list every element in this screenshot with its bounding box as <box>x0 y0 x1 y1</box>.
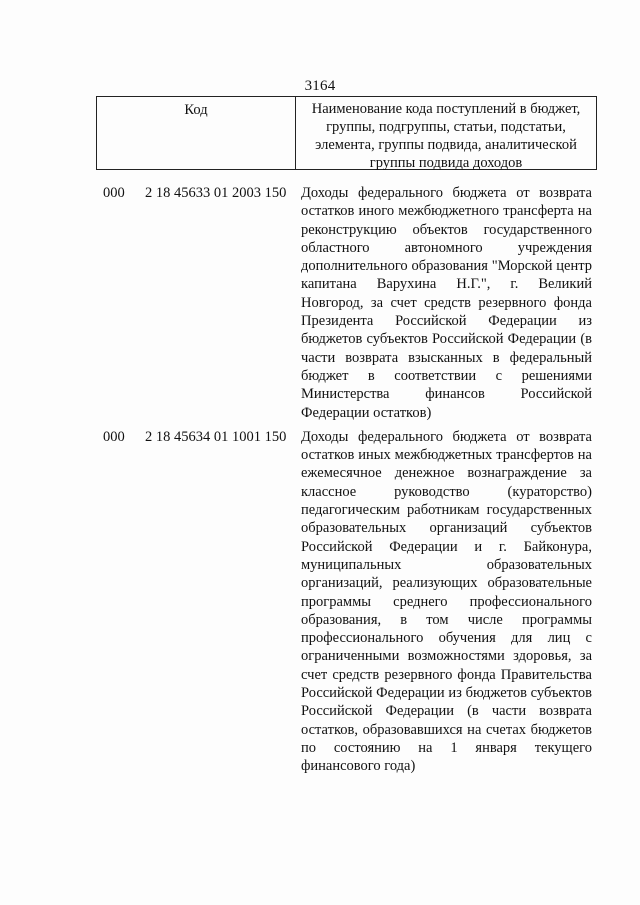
table-row <box>103 184 598 422</box>
revenue-description: Доходы федерального бюджета от возврата остатков иных межбюджетных трансфертов на ежемесячное денежное вознаграждение за классное руководство (кураторство) педагогическим работникам государственных образовательных организаций субъектов Российской Федерации и г. Байконура, муниципальных образовательных организаций, реализующих образовательные программы среднего профессионального образования, в том числе программы профессионального обучения для лиц с ограниченными возможностями здоровья, за счет средств резервного фонда Правительства Российской Федерации из бюджетов субъектов Российской Федерации (в части возврата остатков, образовавшихся на счетах бюджетов по состоянию на 1 января текущего финансового года) <box>301 428 592 775</box>
revenue-code: 2 18 45634 01 1001 150 <box>145 428 287 445</box>
table-header <box>96 96 597 170</box>
header-name-cell: Наименование кода поступлений в бюджет, группы, подгруппы, статьи, подстатьи, элемента, группы подвида, аналитической группы подвида доходов <box>311 101 581 171</box>
header-code-cell: Код <box>97 97 296 169</box>
admin-code: 000 <box>103 428 125 445</box>
table-row <box>103 428 598 776</box>
page-number: 3164 <box>304 78 336 94</box>
revenue-description: Доходы федерального бюджета от возврата остатков иного межбюджетного трансферта на реконструкцию объектов государственного областного автономного учреждения дополнительного образования "Морской центр капитана Варухина Н.Г.", г. Великий Новгород, за счет средств резервного фонда Президента Российской Федерации из бюджетов субъектов Российской Федерации (в части возврата взысканных в федеральный бюджет в соответствии с решениями Министерства финансов Российской Федерации остатков) <box>301 185 592 421</box>
table-body <box>103 184 598 776</box>
revenue-code: 2 18 45633 01 2003 150 <box>145 185 287 201</box>
admin-code: 000 <box>103 185 125 201</box>
